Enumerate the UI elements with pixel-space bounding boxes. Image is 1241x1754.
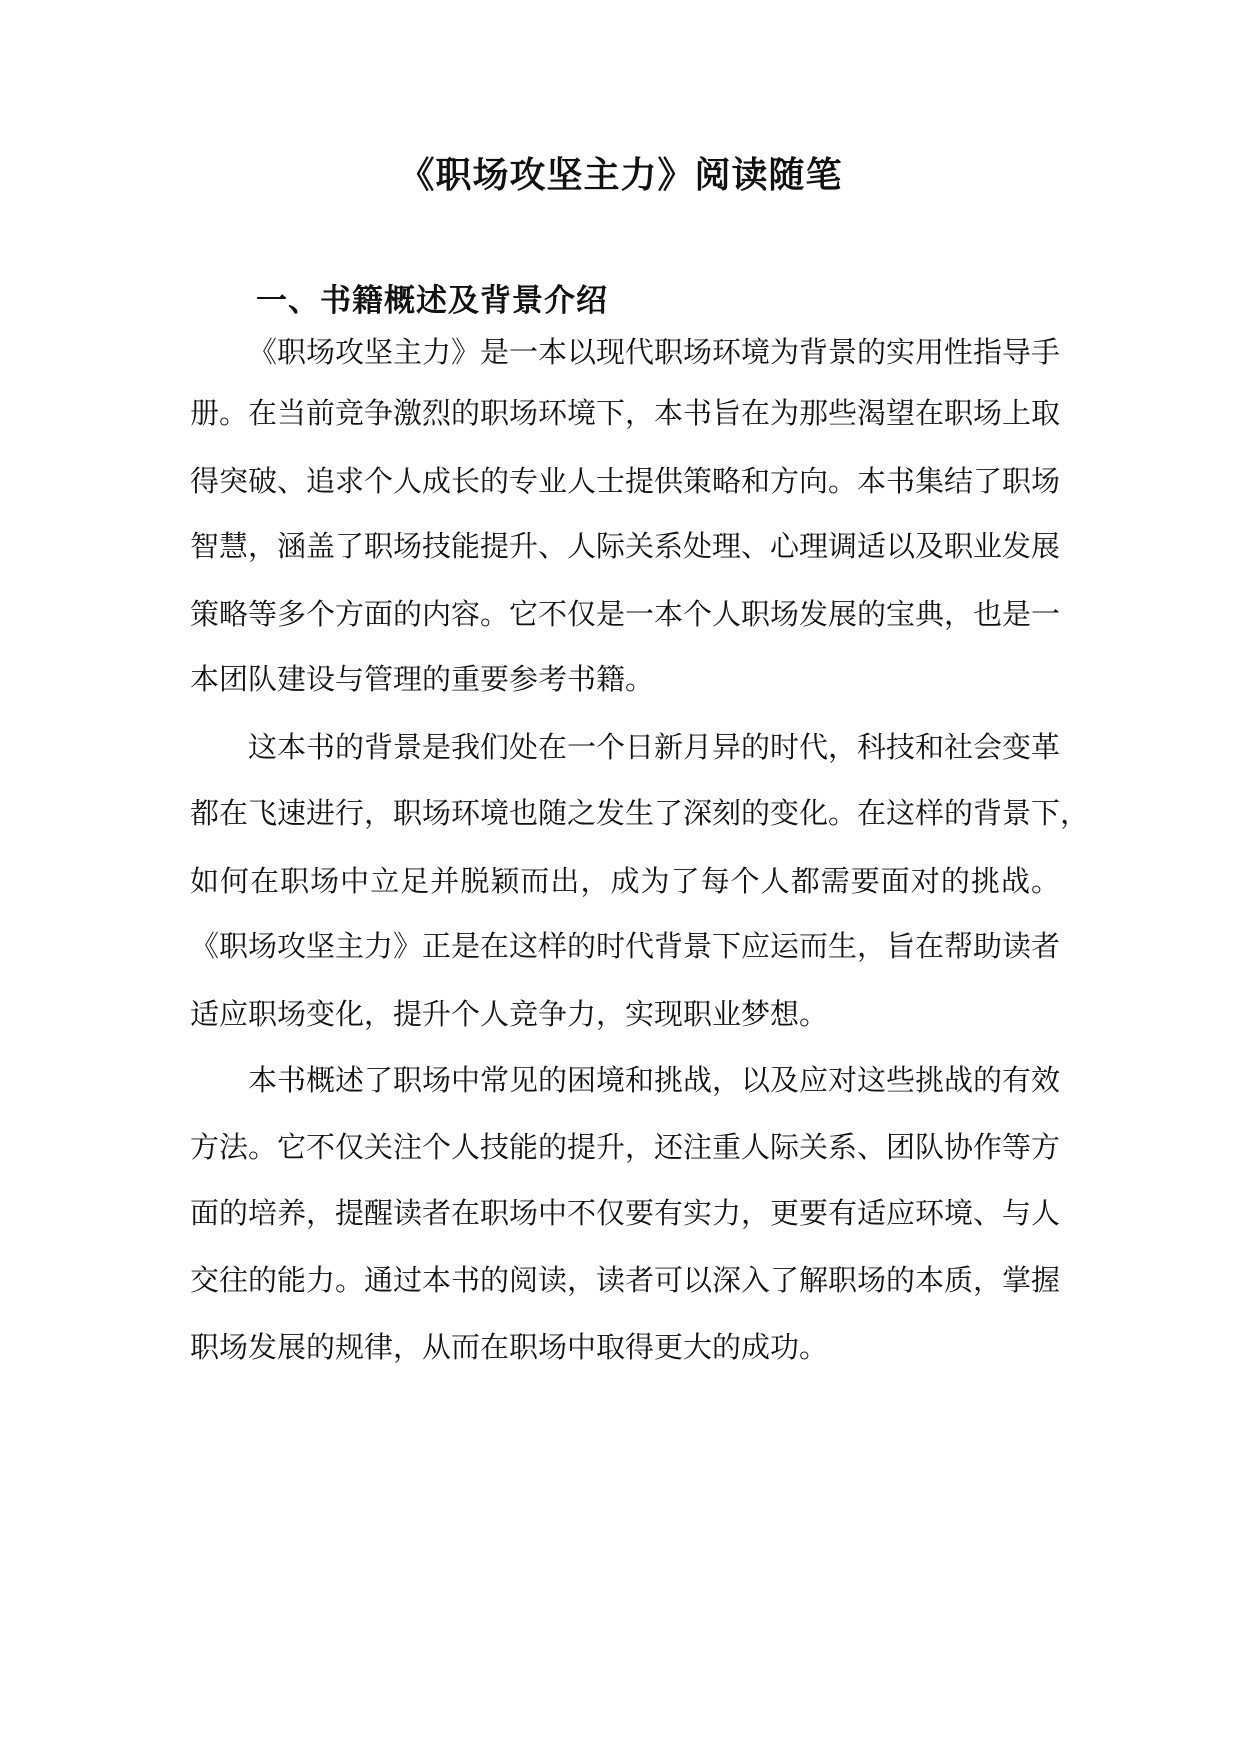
paragraph-1-line-1: 《职场攻坚主力》是一本以现代职场环境为背景的实用性指导手 <box>248 335 1061 369</box>
paragraph-1-line-2: 册。在当前竞争激烈的职场环境下，本书旨在为那些渴望在职场上取 <box>190 396 1061 430</box>
paragraph-2-line-3: 如何在职场中立足并脱颖而出，成为了每个人都需要面对的挑战。 <box>190 864 1060 898</box>
paragraph-2-line-1: 这本书的背景是我们处在一个日新月异的时代，科技和社会变革 <box>248 730 1061 764</box>
paragraph-2-line-5: 适应职场变化，提升个人竞争力，实现职业梦想。 <box>190 997 829 1031</box>
section-heading: 一、书籍概述及背景介绍 <box>256 283 608 319</box>
paragraph-3-line-1: 本书概述了职场中常见的困境和挑战，以及应对这些挑战的有效 <box>248 1063 1061 1097</box>
paragraph-1-line-3: 得突破、追求个人成长的专业人士提供策略和方向。本书集结了职场 <box>190 464 1061 498</box>
paragraph-3-line-4: 交往的能力。通过本书的阅读，读者可以深入了解职场的本质，掌握 <box>190 1263 1061 1297</box>
paragraph-2-line-2: 都在飞速进行，职场环境也随之发生了深刻的变化。在这样的背景下， <box>190 796 1090 830</box>
paragraph-1-line-6: 本团队建设与管理的重要参考书籍。 <box>190 662 655 696</box>
paragraph-3-line-5: 职场发展的规律，从而在职场中取得更大的成功。 <box>190 1330 829 1364</box>
paragraph-2-line-4: 《职场攻坚主力》正是在这样的时代背景下应运而生，旨在帮助读者 <box>190 929 1061 963</box>
paragraph-3-line-3: 面的培养，提醒读者在职场中不仅要有实力，更要有适应环境、与人 <box>190 1196 1061 1230</box>
paragraph-1-line-5: 策略等多个方面的内容。它不仅是一本个人职场发展的宝典，也是一 <box>190 597 1061 631</box>
document-title: 《职场攻坚主力》阅读随笔 <box>398 154 843 196</box>
paragraph-3-line-2: 方法。它不仅关注个人技能的提升，还注重人际关系、团队协作等方 <box>190 1130 1061 1164</box>
paragraph-1-line-4: 智慧，涵盖了职场技能提升、人际关系处理、心理调适以及职业发展 <box>190 529 1061 563</box>
